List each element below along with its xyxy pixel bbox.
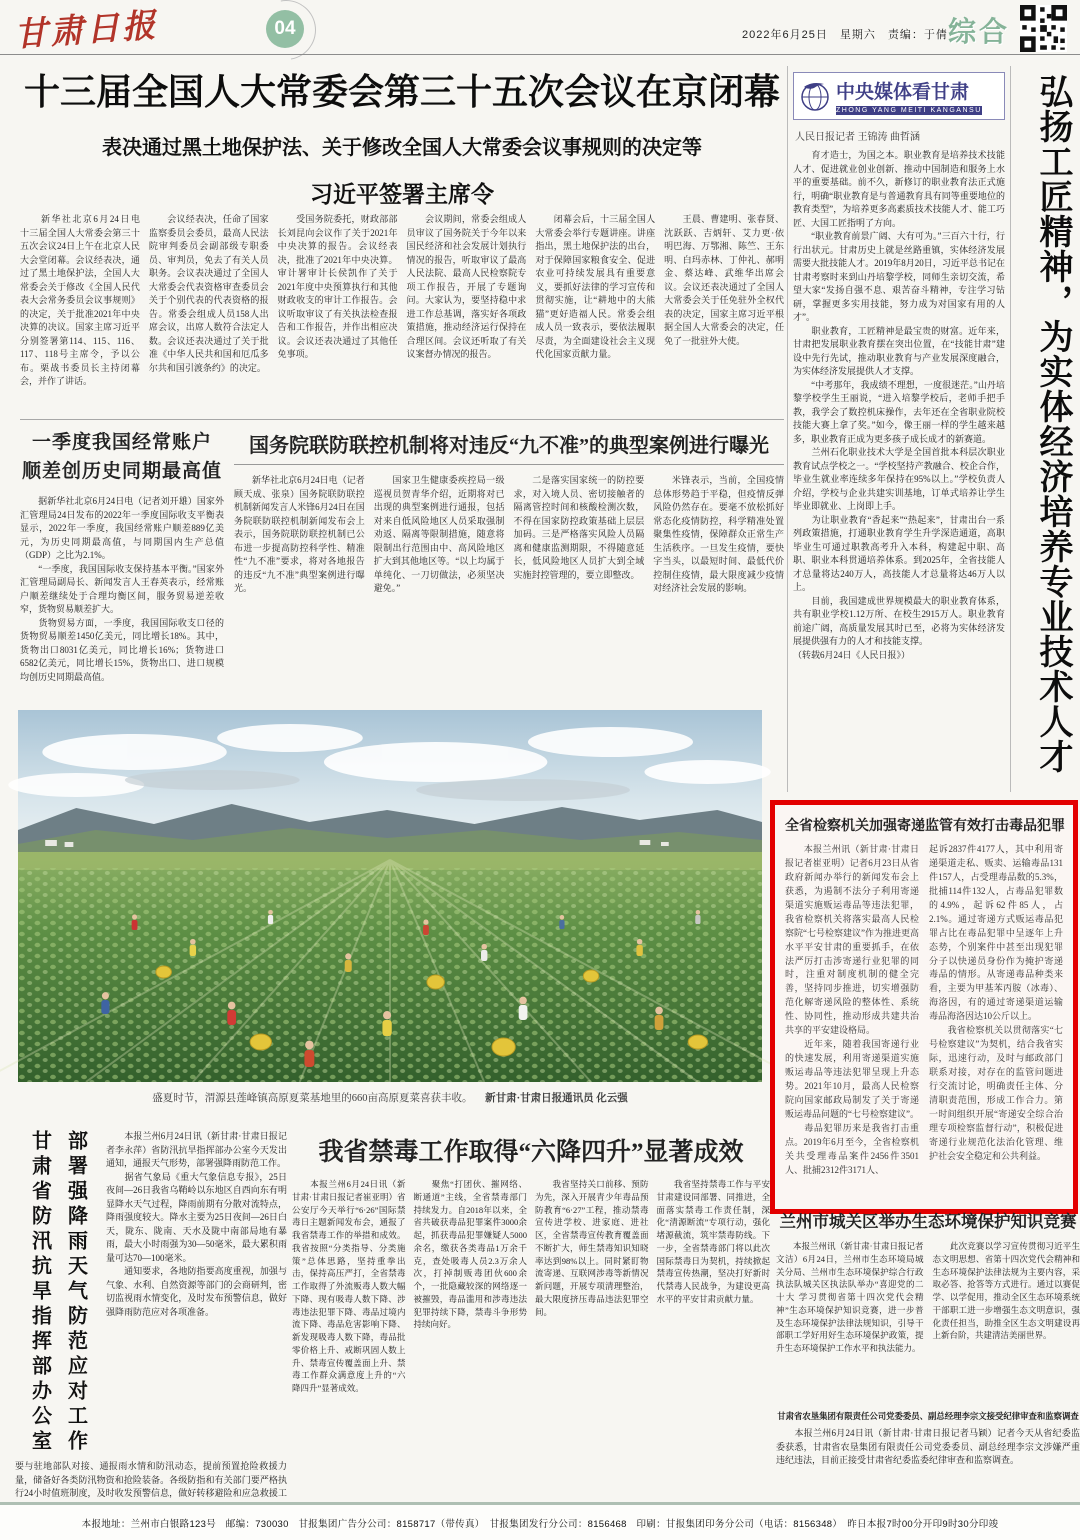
drug-supervision-body (785, 843, 1063, 1179)
masthead-rule (0, 54, 1080, 55)
page-number-badge: 04 (266, 10, 304, 48)
investigation-body: 本报兰州6月24日讯（新甘肃·甘肃日报记者马颖）记者今天从省纪委监委获悉，甘肃省农垦集团有限责任公司党委委员、副总经理李宗文涉嫌严重违纪违法，目前正接受甘肃省纪委监委纪律审查和监察调查。 (776, 1427, 1080, 1487)
photo-caption-text: 盛夏时节，渭源县莲峰镇高原夏菜基地里的660亩高原夏菜喜获丰收。 (152, 1093, 472, 1104)
state-council-column: 二是落实国家统一的防控要求，对入境人员、密切接触者的隔离管控时间和核酸检测次数，不得在国家防控政策基础上层层加码。三是严格落实风险人员隔离和健康监测期限，不得随意延长，低风险地区人员扩大到全域实施封控管理的，要立即整改。 (514, 474, 645, 696)
lead-article-header (20, 70, 784, 209)
media-watch-byline: 人民日报记者 王锦涛 曲哲涵 (795, 128, 1003, 143)
footer-contact-line: 本报地址：兰州市白银路123号 邮编：730030 甘报集团广告分公司：8158717（带传真） 甘报集团发行分公司：8156468 印刷：甘报集团印务分公司（电话：8156348） 昨日本报7时00分开印9时30分印竣 (82, 1516, 999, 1530)
drug-supervision-headline: 全省检察机关加强寄递监管有效打击毒品犯罪 (785, 815, 1063, 835)
date-line: 2022年6月25日 星期六 责编：于倩 (742, 26, 948, 42)
flood-prevention-headline (15, 1130, 101, 1456)
lead-body-column: 会议经表决，任命了国家监察委员会委员，最高人民法院审判委员会副部级专职委员、审判员，免去了有关人员职务。会议表决通过了全国人大常委会代表资格审查委员会关于个别代表的代表资格的报告。常委会组成人员158人出席会议，出席人数符合法定人数。会议还表决通过了关于批准《中华人民共和国和厄瓜多尔共和国引渡条约》的决定。 (149, 213, 269, 413)
flood-prevention-body-bottom: 要与驻地部队对接、通报雨水情和防汛动态，提前预置抢险救援力量，储备好各类防汛物资和抢险装备。各级防指和有关部门要严格执行24小时值班制度，及时收发预警信息，做好转移避险和应急救援工 (15, 1460, 287, 1494)
media-watch-logo-text (836, 77, 982, 115)
qr-code-icon (1020, 5, 1067, 52)
lead-body-column: 新华社北京6月24日电 十三届全国人大常委会第三十五次会议24日上午在北京人民大会堂闭幕。会议经表决，通过了黑土地保护法，全国人大常委会关于修改《全国人民代表大会常务委员会议事规则》的决定，关于批准2021年中央决算的决议。国家主席习近平分别签署第114、115、116、117、118号主席令，予以公布。栗战书委员长主持闭幕会，并作了讲话。 (20, 213, 140, 413)
eco-quiz-headline: 兰州市城关区举办生态环境保护知识竞赛 (776, 1208, 1080, 1232)
page-footer (0, 1502, 1080, 1540)
anti-drug-column: 我省坚持关口前移、预防为先，深入开展青少年毒品预防教育“6·27”工程，推动禁毒宣传进学校、进家庭、进社区，全省禁毒宣传教育覆盖面不断扩大，师生禁毒知识知晓率达到98%以上。同时紧盯物流寄递、互联网涉毒等新情况新问题，开展专项清理整治，最大限度挤压毒品违法犯罪空间。 (535, 1178, 649, 1498)
economy-body: 据新华社北京6月24日电（记者刘开雄）国家外汇管理局24日发布的2022年一季度国际收支平衡表显示，2022年一季度，我国经常账户顺差889亿美元，为历史同期最高值，与同期国内生产总值（GDP）之比为2.1%。 “一季度，我国国际收支保持基本平衡。”国家外汇管理局副局长、新闻发言人王春英表示，经常账户顺差继续处于合理均衡区间，服务贸易逆差收窄，货物贸易顺差扩大。 货物贸易方面，一季度，我国国际收支口径的货物贸易顺差1450亿美元，同比增长18%。其中，货物出口8031亿美元，同比增长16%；货物进口6582亿美元，同比增长15%，货物出口、进口规模均创历史同期最高值。 (20, 495, 224, 701)
media-watch-logo-box (793, 72, 1005, 120)
lead-body-column: 王晨、曹建明、张春贤、沈跃跃、吉炳轩、艾力更·依明巴海、万鄂湘、陈竺、王东明、白玛赤林、丁仲礼、郝明金、蔡达峰、武维华出席会议。会议还表决通过了全国人大常委会关于任免驻外全权代表的决定，国家主席习近平根据全国人大常委会的决定，任免了一批驻外大使。 (664, 213, 784, 413)
paper-logo: 甘肃日报 (13, 0, 160, 56)
investigation-article (776, 1410, 1080, 1487)
state-council-column: 国家卫生健康委疾控局一级巡视员贺青华介绍，近期将对已出现的典型案例进行通报，包括对来自低风险地区人员采取强制劝返、隔离等限制措施，随意将限制出行范围由中、高风险地区扩大到其他地区等。“以上均属于单纯化、一刀切做法，必须坚决避免。” (374, 474, 505, 696)
flood-prevention-body: 本报兰州6月24日讯（新甘肃·甘肃日报记者李永萍）省防汛抗旱指挥部办公室今天发出通知，通报天气形势，部署强降雨防范工作。 据省气象局《重大气象信息专报》，25日夜间—26日我省乌鞘岭以东地区自西向东有明显降水天气过程，降雨前期有分散对流特点，降雨强度较大。降水主要为25日夜间—26日白天，陇东、陇南、天水及陇中南部局地有暴雨，最大小时雨强为30—50毫米，最大累积雨量可达70—100毫米。 通知要求，各地防指要高度重视，加强与气象、水利、自然资源等部门的会商研判，密切监视雨水情变化，及时发布预警信息，做好强降雨防范应对各项准备。 (101, 1130, 287, 1456)
state-council-article (234, 427, 784, 705)
anti-drug-article (292, 1132, 770, 1500)
anti-drug-column: 我省坚持禁毒工作与平安甘肃建设同部署、同推进，全面落实禁毒工作责任制，深化“清源断流”专项行动，强化堵源截流，筑牢禁毒防线。下一步，全省禁毒部门将以此次国际禁毒日为契机，持续掀起禁毒宣传热潮，坚决打好新时代禁毒人民战争，为建设更高水平的平安甘肃贡献力量。 (657, 1178, 771, 1498)
drug-supervision-column: 起诉2837件4177人，其中利用寄递渠道走私、贩卖、运输毒品131件157人，占受理毒品数的5.3%，批捕114件132人，占毒品犯罪数的4.9%，起诉62件85人，占2.1%。通过寄递方式贩运毒品犯罪占比在毒品犯罪中呈逐年上升态势，个别案件中甚至出现犯罪分子以快递员身份作为掩护寄递毒品的情形。从寄递毒品种类来看，主要为甲基苯丙胺（冰毒）、海洛因，有的通过寄递渠道运输毒品海洛因达10公斤以上。 我省检察机关以贯彻落实“七号检察建议”为契机，结合我省实际，迅速行动，及时与邮政部门联系对接，对存在的监管问题进行交流讨论，明确责任主体、分清职责范围，形成工作合力。第一时间组织开展“寄递安全综合治理专项检察监督行动”，积极促进寄递行业规范化法治化管理、维护社会安全稳定和公共利益。 (929, 843, 1063, 1179)
eco-quiz-article (776, 1208, 1080, 1400)
state-council-body (234, 474, 784, 696)
anti-drug-column: 本报兰州6月24日讯（新甘肃·甘肃日报记者崔亚明）省公安厅今天举行“6·26”国际禁毒日主题新闻发布会，通报了我省禁毒工作的举措和成效。我省按照“分类指导、分类施策”总体思路，坚持重拳出击，保持高压严打，全省禁毒工作取得了外流贩毒人数大幅下降、现有吸毒人数下降、涉毒违法犯罪下降、毒品过境内流下降、毒品危害影响下降、新发现吸毒人数下降，毒品批零价格上升、戒断巩固人数上升、禁毒宣传覆盖面上升、禁毒工作群众满意度上升的“六降四升”显著成效。 (292, 1178, 406, 1498)
drug-supervision-column: 本报兰州讯（新甘肃·甘肃日报记者崔亚明）记者6月23日从省政府新闻办举行的新闻发布会上获悉，为遏制不法分子利用寄递渠道实施贩运毒品等违法犯罪，我省检察机关将落实最高人民检察院“七号检察建议”作为推进更高水平平安甘肃的重要抓手，在依法严厉打击涉寄递行业犯罪的同时，注重对制度机制的健全完善，坚持同步推进，切实增强防范化解寄递风险的整体性、系统性、协同性，推动形成共建共治共享的平安建设格局。 近年来，随着我国寄递行业的快速发展，利用寄递渠道实施贩运毒品等违法犯罪呈现上升态势。2021年10月，最高人民检察院向国家邮政局制发了关于寄递贩运毒品问题的“七号检察建议”。 毒品犯罪历来是我省打击重点。2019年6月至今，全省检察机关共受理毒品案件2456件3501人、批捕2312件3171人、 (785, 843, 919, 1179)
lead-body-column: 受国务院委托，财政部部长刘昆向会议作了关于2021年中央决算的报告。会议经表决，批准了2021年中央决算。审计署审计长侯凯作了关于2021年度中央预算执行和其他财政收支的审计工作报告。会议听取审议了有关执法检查报告和工作报告，并作出相应决议。会议还表决通过了其他任免事项。 (278, 213, 398, 413)
investigation-headline: 甘肃省农垦集团有限责任公司党委委员、副总经理李宗文接受纪律审查和监察调查 (776, 1410, 1080, 1422)
media-watch-title: 中央媒体看甘肃 (836, 77, 982, 104)
anti-drug-body (292, 1178, 770, 1498)
photo-caption (18, 1090, 762, 1105)
lead-body-column: 闭幕会后，十三届全国人大常委会举行专题讲座。讲座指出，黑土地保护法的出台，对于保障国家粮食安全、促进农业可持续发展具有重要意义，要抓好法律的学习宣传和贯彻实施，让“耕地中的大熊猫”更好造福人民。常委会组成人员一致表示，要依法履职尽责，为全面建设社会主义现代化国家贡献力量。 (535, 213, 655, 413)
flood-prevention-article (15, 1130, 287, 1498)
economy-article (20, 427, 224, 705)
eco-quiz-body (776, 1240, 1080, 1400)
section-label: 综合 (948, 10, 1010, 50)
media-watch-body: 育才造士，为国之本。职业教育是培养技术技能人才、促进就业创业创新、推动中国制造和服务上水平的重要基础。前不久，新修订的职业教育法正式施行，明确“职业教育是与普通教育具有同等重要地位的教育类型”，为培养更多高素质技术技能人才、能工巧匠、大国工匠指明了方向。 “职业教育前景广阔、大有可为。”三百六十行，行行出状元。甘肃历史上就是丝路重镇，实体经济发展需要大批技能人才。2019年8月20日，习近平总书记在甘肃考察时来到山丹培黎学校，同师生亲切交流，希望大家“发扬自强不息、艰苦奋斗精神，专注学习钻研，掌握更多实用技能，努力成为对国家有用的人才”。 职业教育，工匠精神是最宝贵的财富。近年来，甘肃把发展职业教育摆在突出位置，在“技能甘肃”建设中先行先试，推动职业教育与产业发展深度融合，为实体经济发展提供人才支撑。 “中考那年，我成绩不理想，一度很迷茫。”山丹培黎学校学生王丽说，“进入培黎学校后，老师手把手教，我学会了数控机床操作，去年还在全省职业院校技能大赛上拿了奖。”如今，像王丽一样的学生越来越多，职业教育正成为更多孩子成长成才的新赛道。 兰州石化职业技术大学是全国首批本科层次职业教育试点学校之一。“学校坚持产教融合、校企合作，毕业生就业率连续多年保持在95%以上。”学校负责人介绍，学校与企业共建实训基地，订单式培养让学生毕业即就业、上岗即上手。 为让职业教育“香起来”“热起来”，甘肃出台一系列政策措施，打通职业教育学生升学深造通道，高职毕业生可通过职教高考升入本科，构建起中职、高职、职业本科贯通培养体系。到2025年，全省技能人才总量将达240万人，高技能人才总量将达46万人以上。 目前，我国建成世界规模最大的职业教育体系，共有职业学校1.12万所、在校生2915万人。职业教育前途广阔，高质量发展其时已至，必将为实体经济发展提供强有力的人才和技能支撑。 （转载6月24日《人民日报》） (793, 149, 1005, 741)
column-divider (787, 66, 788, 792)
eco-quiz-column: 本报兰州讯（新甘肃·甘肃日报记者文洁）6月24日，兰州市生态环境局城关分局、兰州市生态环境保护综合行政执法队城关区执法队举办“喜迎党的二十大 学习贯彻省第十四次党代会精神”生态环境保护知识竞赛，进一步普及生态环境保护法律法规知识，引导干部职工学好用好生态环境保护政策，提升生态环境保护工作水平和执法能力。 (776, 1240, 924, 1400)
lead-article-subhead2: 习近平签署主席令 (20, 176, 784, 209)
anti-drug-headline: 我省禁毒工作取得“六降四升”显著成效 (292, 1132, 770, 1168)
media-watch-subtitle: ZHONG YANG MEITI KANGANSU (836, 106, 982, 115)
vertical-headline: 弘扬工匠精神，为实体经济培养专业技术人才 (1016, 74, 1078, 776)
lead-article-subhead: 表决通过黑土地保护法、关于修改全国人大常委会议事规则的决定等 (20, 131, 784, 160)
eco-quiz-column: 此次竞赛以学习宣传贯彻习近平生态文明思想、省第十四次党代会精神和生态环境保护法律法规为主要内容，采取必答、抢答等方式进行。通过以赛促学、以学促用，推动全区生态环境系统干部职工进一步增强生态文明意识，强化责任担当，助推全区生态文明建设再上新台阶，共建清洁美丽世界。 (933, 1240, 1080, 1400)
lead-article-headline: 十三届全国人大常委会第三十五次会议在京闭幕 (20, 70, 784, 113)
highlighted-article-drug-supervision (770, 800, 1078, 1214)
section-divider-rule (20, 419, 784, 420)
flood-headline-line1: 甘肃省防汛抗旱指挥部办公室 (26, 1130, 55, 1456)
photo-credit: 新甘肃·甘肃日报通讯员 化云强 (485, 1093, 628, 1104)
media-watch-article (793, 72, 1005, 788)
state-council-column: 米锋表示，当前，全国疫情总体形势趋于平稳，但疫情反弹风险仍然存在。要毫不放松抓好常态化疫情防控，科学精准处置聚集性疫情，保障群众正常生产生活秩序。一旦发生疫情，要快字当头，以最短时间、最低代价控制住疫情，最大限度减少疫情对经济社会发展的影响。 (653, 474, 784, 696)
photo-field-harvest (18, 710, 762, 1082)
lead-article-body (20, 213, 784, 413)
headline-rule (234, 464, 784, 465)
flood-headline-line2: 部署强降雨天气防范应对工作 (62, 1130, 91, 1456)
anti-drug-column: 聚焦“打团伙、摧网络、断通道”主线，全省禁毒部门持续发力。自2018年以来，全省共破获毒品犯罪案件3000余起，抓获毒品犯罪嫌疑人5000余名，缴获各类毒品1万余千克，查处吸毒人员2.3万余人次，打掉制贩毒团伙600余个，一批隐藏较深的网络逐一被摧毁，毒品滥用和涉毒违法犯罪持续下降，禁毒斗争形势持续向好。 (414, 1178, 528, 1498)
globe-horse-icon (800, 79, 830, 113)
column-divider (1010, 66, 1011, 792)
lead-body-column: 会议期间，常委会组成人员审议了国务院关于今年以来国民经济和社会发展计划执行情况的报告，听取审议了最高人民法院、最高人民检察院专项工作报告，开展了专题询问。大家认为，要坚持稳中求进工作总基调，落实好各项政策措施，推动经济运行保持在合理区间。会议还听取了有关议案督办情况的报告。 (406, 213, 526, 413)
economy-headline: 一季度我国经常账户 顺差创历史同期最高值 (20, 429, 224, 486)
state-council-headline: 国务院联防联控机制将对违反“九不准”的典型案例进行曝光 (234, 429, 784, 458)
state-council-column: 新华社北京6月24日电（记者顾天成、张泉）国务院联防联控机制新闻发言人米锋6月24日在国务院联防联控机制新闻发布会上表示，国务院联防联控机制已公布进一步提高防控科学性、精准性“九不准”要求，将对各地报告的违反“九不准”典型案例进行曝光。 (234, 474, 365, 696)
